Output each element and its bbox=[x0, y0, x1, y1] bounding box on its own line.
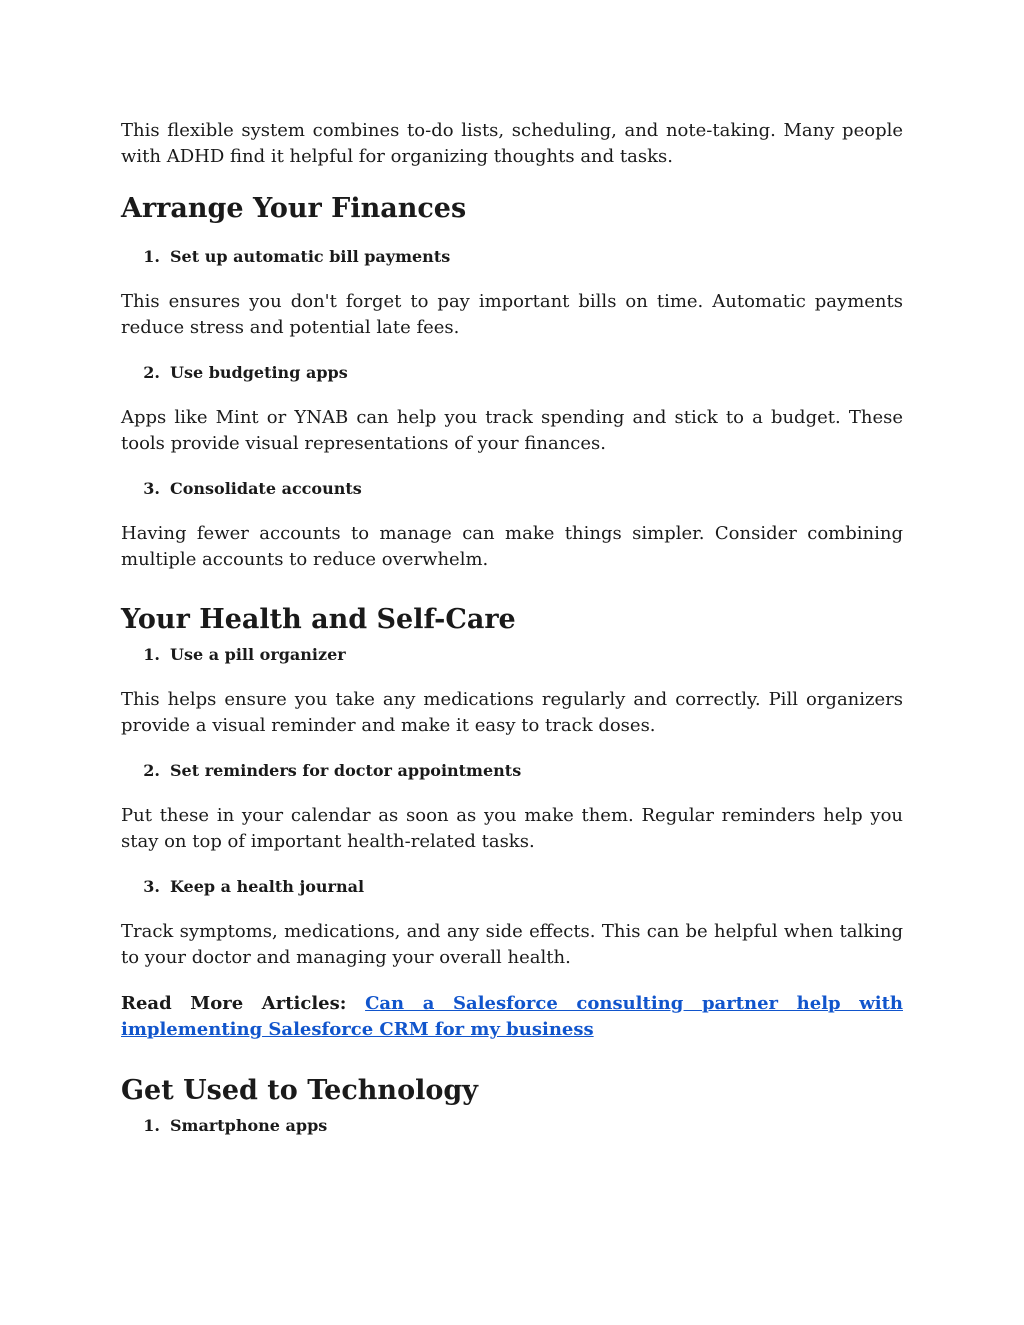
section-heading-health: Your Health and Self-Care bbox=[121, 604, 516, 635]
list-item bbox=[121, 478, 903, 500]
list-item bbox=[121, 246, 903, 268]
intro-paragraph: This flexible system combines to-do lists, scheduling, and note-taking. Many people with ADHD find it helpful for organizing thoughts and tasks. bbox=[121, 120, 903, 167]
list-item-number: 2. bbox=[143, 363, 160, 382]
list-item-number: 3. bbox=[143, 479, 160, 498]
list-item-number: 2. bbox=[143, 761, 160, 780]
list-item-number: 1. bbox=[143, 645, 160, 664]
list-item bbox=[121, 1115, 903, 1137]
list-item-paragraph: Track symptoms, medications, and any side effects. This can be helpful when talking to your doctor and managing your overall health. bbox=[121, 921, 903, 968]
list-item-paragraph: Put these in your calendar as soon as you make them. Regular reminders help you stay on top of important health-related tasks. bbox=[121, 805, 903, 852]
list-item-number: 1. bbox=[143, 247, 160, 266]
list-item bbox=[121, 760, 903, 782]
list-item bbox=[121, 644, 903, 666]
list-item-title: Use a pill organizer bbox=[170, 645, 346, 664]
document-page bbox=[121, 118, 903, 1137]
list-item-title: Consolidate accounts bbox=[170, 479, 362, 498]
list-item-paragraph: Apps like Mint or YNAB can help you track spending and stick to a budget. These tools provide visual representations of your finances. bbox=[121, 407, 903, 454]
read-more-link[interactable]: Can a Salesforce consulting partner help with implementing Salesforce CRM for my business bbox=[121, 993, 903, 1040]
list-item-title: Set reminders for doctor appointments bbox=[170, 761, 522, 780]
list-item-paragraph: This ensures you don't forget to pay important bills on time. Automatic payments reduce stress and potential late fees. bbox=[121, 291, 903, 338]
section-heading-technology: Get Used to Technology bbox=[121, 1075, 478, 1106]
list-item bbox=[121, 362, 903, 384]
read-more-paragraph bbox=[121, 991, 903, 1043]
list-item-title: Use budgeting apps bbox=[170, 363, 348, 382]
section-heading-finances: Arrange Your Finances bbox=[121, 193, 467, 224]
list-item-title: Smartphone apps bbox=[170, 1116, 328, 1135]
list-item bbox=[121, 876, 903, 898]
list-item-number: 1. bbox=[143, 1116, 160, 1135]
list-item-title: Set up automatic bill payments bbox=[170, 247, 451, 266]
list-item-number: 3. bbox=[143, 877, 160, 896]
list-item-paragraph: Having fewer accounts to manage can make things simpler. Consider combining multiple accounts to reduce overwhelm. bbox=[121, 523, 903, 570]
list-item-paragraph: This helps ensure you take any medications regularly and correctly. Pill organizers provide a visual reminder and make it easy to track doses. bbox=[121, 689, 903, 736]
read-more-label: Read More Articles: bbox=[121, 993, 347, 1014]
list-item-title: Keep a health journal bbox=[170, 877, 365, 896]
